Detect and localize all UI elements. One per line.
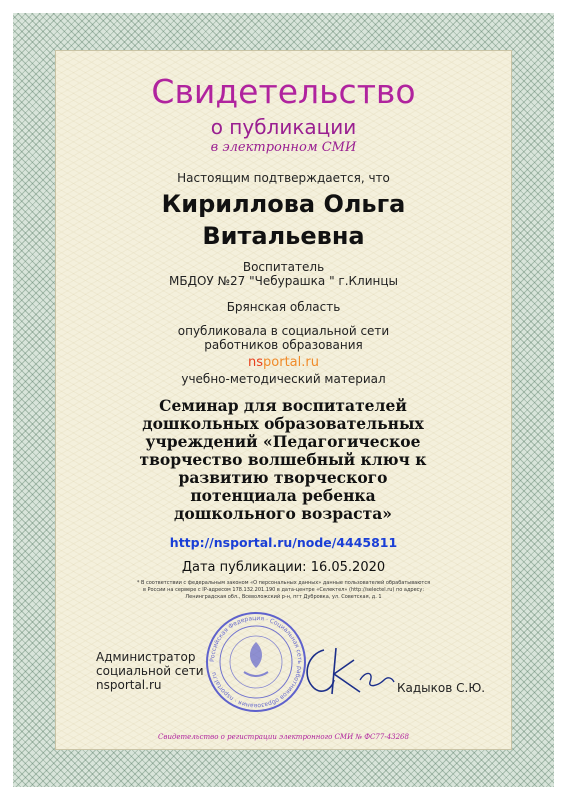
work-title-line: дошкольных образовательных — [142, 414, 424, 433]
legal-note-line: Ленинградская обл., Всеволожский р-н, пгт Дубровка, ул. Советская, д. 1 — [185, 594, 382, 600]
confirm-text: Настоящим подтверждается, что — [177, 171, 390, 185]
legal-note-line: * В соответствии с федеральным законом «О персональных данных» данные пользователей обрабатываются — [136, 580, 431, 586]
admin-line: социальной сети — [96, 664, 204, 678]
admin-label — [96, 650, 204, 692]
recipient-name-line1: Кириллова Ольга — [161, 190, 406, 218]
work-title-line: Семинар для воспитателей — [159, 396, 407, 415]
media-line: в электронном СМИ — [210, 140, 357, 155]
site-name — [0, 355, 567, 370]
work-title-line: дошкольного возраста» — [174, 504, 392, 523]
work-title-line: творчество волшебный ключ к — [139, 450, 427, 469]
admin-line: Администратор — [96, 650, 196, 664]
publication-link[interactable]: http://nsportal.ru/node/4445811 — [169, 535, 398, 550]
work-title-line: потенциала ребенка — [190, 486, 376, 505]
publication-date: Дата публикации: 16.05.2020 — [181, 560, 386, 575]
published-text-line2: работников образования — [204, 338, 363, 352]
official-stamp — [204, 610, 308, 714]
recipient-region: Брянская область — [226, 300, 341, 314]
work-title — [133, 397, 433, 523]
published-text-line1: опубликовала в социальной сети — [177, 324, 390, 338]
recipient-name-line2: Витальевна — [202, 222, 365, 250]
site-name-ns: ns — [248, 355, 264, 370]
legal-note-line: в России на сервере с IP-адресом 178.132.201.190 в дата-центре «Селектел» (http://selectel.ru) по адресу: — [142, 587, 425, 593]
work-title-line: учреждений «Педагогическое — [145, 432, 421, 451]
certificate-title: Свидетельство — [151, 72, 416, 111]
material-type: учебно-методический материал — [181, 372, 386, 386]
recipient-position: Воспитатель — [242, 260, 325, 274]
site-name-rest: portal.ru — [263, 355, 319, 370]
recipient-organization: МБДОУ №27 "Чебурашка " г.Клинцы — [168, 274, 399, 288]
stamp-text: Российская Федерация · Социальная сеть работников образования · nsportal.ru — [208, 614, 304, 710]
registration-line: Свидетельство о регистрации электронного СМИ № ФС77-43268 — [158, 733, 409, 741]
work-title-line: развитию творческого — [178, 468, 388, 487]
legal-note — [118, 580, 449, 601]
admin-line: nsportal.ru — [96, 678, 162, 692]
signature — [298, 640, 398, 702]
signer-name: Кадыков С.Ю. — [397, 681, 486, 695]
certificate-subtitle: о публикации — [210, 115, 357, 139]
